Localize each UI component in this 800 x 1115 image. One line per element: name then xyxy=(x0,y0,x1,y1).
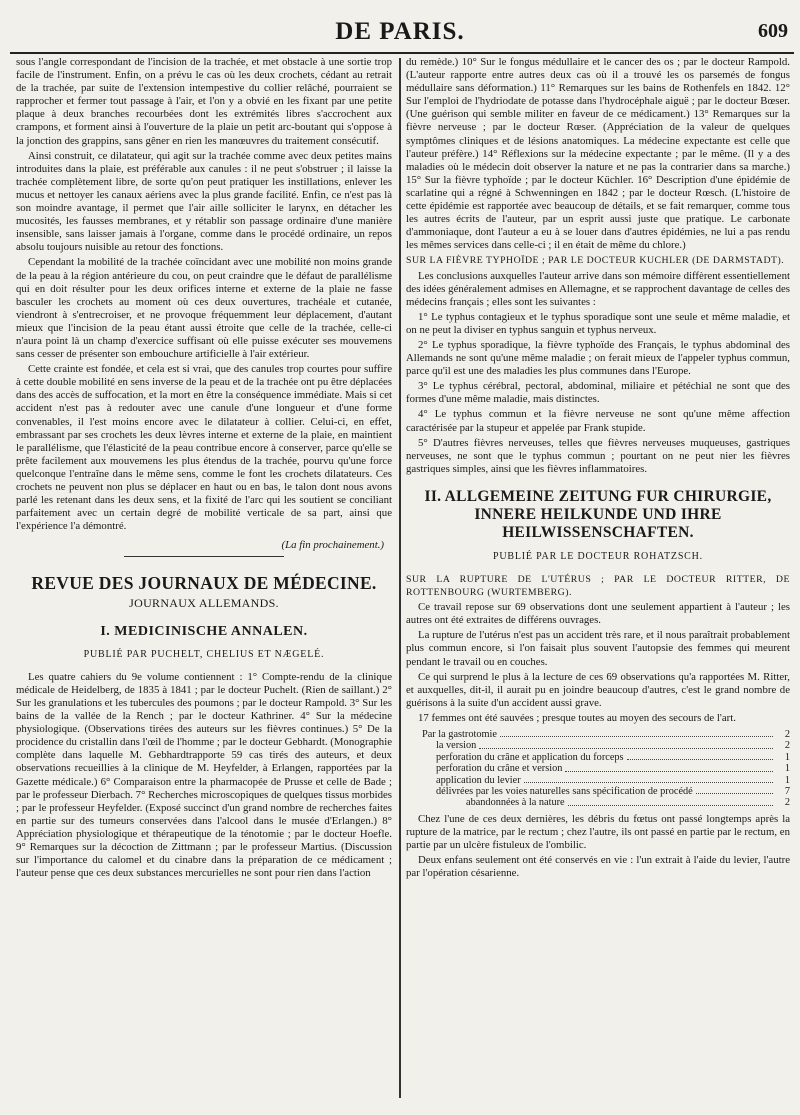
conclusion-item: 5° D'autres fièvres nerveuses, telles que fièvres nerveuses muqueuses, gastriques nerveuses, ne sont que le typhus commun ; pourtant on ne peut nier les fièvres gastriques simples, ainsi que les fièvres inflammatoires. xyxy=(406,436,790,475)
paragraph: Chez l'une de ces deux dernières, les débris du fœtus ont passé longtemps après la rupture de la matrice, par le rectum ; chez l'autre, ils ont passé en partie par le rectum, en partie par un ulcère fistuleux de l'ombilic. xyxy=(406,812,790,852)
conclusion-item: 2° Le typhus sporadique, la fièvre typhoïde des Français, le typhus abdominal des Allemands ne sont qu'une même maladie ; on ferait mieux de l'appeler typhus commun, parce qu'il est une des maladies les plus communes dans l'Europe. xyxy=(406,338,790,378)
list-item: Par la gastrotomie 2 xyxy=(422,729,790,741)
page-header xyxy=(0,0,800,52)
conclusion-item: 4° Le typhus commun et la fièvre nerveuse ne sont qu'une même affection caractérisée par la stupeur et appelée par Frank stupide. xyxy=(406,408,790,434)
continued-note: (La fin prochainement.) xyxy=(281,539,384,552)
byline: PUBLIÉ PAR PUCHELT, CHELIUS ET NÆGELÉ. xyxy=(83,648,325,660)
paragraph: Les conclusions auxquelles l'auteur arrive dans son mémoire diffèrent essentiellement des idées généralement admises en Allemagne, et se rapprochent davantage de celles des médecins français ; elles sont les suivantes : xyxy=(406,269,790,308)
subsection-heading: SUR LA RUPTURE DE L'UTÉRUS ; PAR LE DOCTEUR RITTER, DE ROTTENBOURG (WURTEMBERG). xyxy=(406,574,790,599)
list-item: abandonnées à la nature 2 xyxy=(466,797,790,809)
subsection-heading: SUR LA FIÈVRE TYPHOÏDE ; PAR LE DOCTEUR KUCHLER (DE DARMSTADT). xyxy=(406,255,785,267)
divider xyxy=(124,556,284,557)
list-item: délivrées par les voies naturelles sans spécification de procédé 7 xyxy=(436,786,790,798)
paragraph: Les quatre cahiers du 9e volume contiennent : 1° Compte-rendu de la clinique médicale de Heidelberg, de 1835 à 1841 ; par le docteur Puchelt. (Rien de saillant.) 2° Sur les granulations et les tubercules des poumons ; par le docteur Rampold. 3° Sur les bains de la vallée de la Rench ; par le docteur Kathriner. 4° Sur la médecine physiologique. (Observations tirées des auteurs sur les fièvres continues.) 5° De la procidence du cristallin dans l'œil de l'homme ; par le docteur Gebhardt. (Monographie complète dans laquelle M. Gebhardtrapporte 59 cas tirés des auteurs, et deux observations recueillies à la clinique de M. Heyfelder, à Erlangen, rapportées par la Gazette médicale.) 6° Comparaison entre la pharmacopée de Prusse et celle de Bade ; par le professeur Dierbach. 7° Recherches microscopiques de quelques tissus morbides ; par le professeur Heyfelder. (Exposé succinct d'un grand nombre de recherches faites en partie sur des tumeurs conservées dans l'alcool dans le musée d'Erlangen.) 8° Appréciation physiologique et thérapeutique de la ténotomie ; par le docteur Hoefle. 9° Remarques sur la décoction de Zittmann ; par le professeur Martius. (Discussion sur l'importance du calomel et du cinabre dans la préparation de ce médicament ; l'auteur pense que ces deux substances mercurielles ne sont pour rien dans l'action xyxy=(16,670,392,880)
header-rule xyxy=(10,52,794,54)
section-title: II. ALLGEMEINE ZEITUNG FUR CHIRURGIE, INNERE HEILKUNDE UND IHRE HEILWISSENSCHAFTEN. xyxy=(424,487,772,541)
paragraph: Cependant la mobilité de la trachée coïncidant avec une mobilité non moins grande de la peau à la région antérieure du cou, on peut craindre que le défaut de parallélisme qui en doit résulter pour les deux orifices interne et externe de la plaie ne fasse basculer les crochets au moment où ces deux ouvertures, trachéale et cutanée, viendront à s'entrecroiser, et ne provoque fréquemment leur déplacement, d'autant mieux que l'incision de la peau étant aussi étroite que celle de la trachée, celle-ci n'aura point là un champ d'exercice suffisant où elle puisse exécuter ses mouvemens sans cesser de présenter son embouchure artificielle à l'air extérieur. xyxy=(16,256,392,361)
column-separator xyxy=(399,58,401,1098)
paragraph: 17 femmes ont été sauvées ; presque toutes au moyen des secours de l'art. xyxy=(418,711,736,724)
paragraph: du remède.) 10° Sur le fongus médullaire et le cancer des os ; par le docteur Rampold. (L'auteur rapporte entre autres deux cas où il a trouvé les os parsemés de fongus médullaire sans déformation.) 11° Remarques sur les bains de Rothenfels en 1842. 12° Sur l'emploi de l'hydriodate de potasse dans l'hydrocéphale aiguë ; par le docteur Bœser. (Une guérison qui semble militer en faveur de ce médicament.) 13° Remarques sur la fièvre nerveuse ; par le docteur Rœser. (Appréciation de la valeur de quelques symptômes cliniques et de lésions anatomiques. La médecine expectante est celle que l'auteur préfère.) 14° Réflexions sur la médecine expectante ; par le même. (Il y a des maladies où le médecin doit observer la nature et ne pas la contrarier dans sa marche.) 15° Sur la fièvre typhoïde ; par le docteur Küchler. 16° Description d'une épidémie de scarlatine qui a régné à Schwenningen en 1842 ; par le docteur Rœsch. (L'histoire de cette épidémie est rapportée avec beaucoup de détails, et se fait remarquer, comme tous les autres écrits de l'auteur, par un esprit aussi juste que pratique. Le carbonate d'ammoniaque, dont l'auteur a eu à se louer dans d'autres épidémies, ne lui a pas rendu les mêmes services dans celle-ci ; il en était de même du chlore.) xyxy=(406,56,790,252)
journal-title: I. MEDICINISCHE ANNALEN. xyxy=(100,623,308,639)
left-column xyxy=(16,56,392,882)
running-title: DE PARIS. xyxy=(335,18,465,45)
paragraph: sous l'angle correspondant de l'incision de la trachée, et met obstacle à une sortie trop facile de l'instrument. Enfin, on a prévu le cas où les deux crochets, cédant au retrait de la trachée, par suite de l'extension intempestive du collier relâché, pourraient se rapprocher et fermer tout passage à l'air, et l'on y a obvié en les fixant par une petite plaque à deux branches recourbées dont les extrémités libres s'accrochent aux crampons, et forment ainsi à l'ouverture de la plaie un petit arc-boutant qui s'oppose à la jonction des grappins, sans gêner en rien les manœuvres du traitement consécutif. xyxy=(16,56,392,147)
paragraph: La rupture de l'utérus n'est pas un accident très rare, et il nous paraîtrait probablement plus commun encore, si l'on faisait plus souvent l'autopsie des femmes qui meurent pendant le travail ou en couches. xyxy=(406,629,790,668)
paragraph: Ainsi construit, ce dilatateur, qui agit sur la trachée comme avec deux petites mains introduites dans la plaie, est préférable aux canules : il ne peut s'obstruer ; il laisse la trachée complètement libre, de sorte qu'on peut pratiquer les instillations, enlever les mucus et nettoyer les canaux aériens avec la plus grande facilité. Enfin, ce n'est pas là son moindre avantage, il permet que l'air aille solliciter le larynx, en détacher les mucosités, les fausses membranes, et y rétablir son passage ordinaire d'une manière insensible, sans laisser jamais à l'organe, comme dans le procédé ordinaire, un repos absolu toujours nuisible au retour des fonctions. xyxy=(16,149,392,254)
paragraph: Deux enfans seulement ont été conservés en vie : l'un extrait à l'aide du levier, l'autre par l'opération césarienne. xyxy=(406,854,790,880)
list-item: application du levier 1 xyxy=(436,774,790,786)
outcome-list xyxy=(422,729,790,809)
list-item: perforation du crâne et version 1 xyxy=(436,763,790,775)
section-subtitle: JOURNAUX ALLEMANDS. xyxy=(129,596,279,611)
right-column xyxy=(406,56,790,882)
byline: PUBLIÉ PAR LE DOCTEUR ROHATZSCH. xyxy=(493,550,703,562)
section-title: REVUE DES JOURNAUX DE MÉDECINE. xyxy=(31,573,377,594)
conclusion-item: 3° Le typhus cérébral, pectoral, abdominal, miliaire et pétéchial ne sont que des formes d'une même maladie, mais distinctes. xyxy=(406,380,790,406)
paragraph: Ce qui surprend le plus à la lecture de ces 69 observations qu'a rapportées M. Ritter, et auxquelles, dit-il, il aurait pu en joindre beaucoup d'autres, c'est le grand nombre de guérisons à la suite d'un accident aussi grave. xyxy=(406,670,790,709)
list-item: perforation du crâne et application du forceps 1 xyxy=(436,751,790,763)
list-item: la version 2 xyxy=(436,740,790,752)
paragraph: Ce travail repose sur 69 observations dont une seulement appartient à l'auteur ; les autres ont été extraites de différens ouvrages. xyxy=(406,601,790,627)
paragraph: Cette crainte est fondée, et cela est si vrai, que des canules trop courtes pour suffire à cette double mobilité en sens inverse de la peau et de la trachée ont pu être déplacées dans des accès de suffocation, et la mort en être la conséquence immédiate. Mais si cet accident n'est pas à redouter avec une canule d'une longueur et d'une forme convenables, il l'est moins encore avec le dilatateur à collier. Celui-ci, en effet, embrassant par ses crochets les deux lèvres interne et externe de la plaie, en maintient le parallélisme, que l'élasticité de la peau contribue encore à conserver, parce qu'elle se prête facilement aux mouvemens les plus étendus de la trachée, pourvu qu'une force quelconque l'entraîne dans le même sens, comme le font les crochets dilatateurs. Ces crochets ne peuvent non plus se déplacer en haut ou en bas, le talon dont nous avons parlé les retenant dans les deux sens, et la fixité de l'arc qui les soutient se conciliant parfaitement avec un certain degré de mobilité verticale de sa part, ainsi que l'expérience l'a démontré. xyxy=(16,363,392,533)
conclusion-item: 1° Le typhus contagieux et le typhus sporadique sont une seule et même maladie, et on ne peut la diviser en typhus sanguin et typhus nerveux. xyxy=(406,310,790,336)
page-number: 609 xyxy=(758,20,788,42)
